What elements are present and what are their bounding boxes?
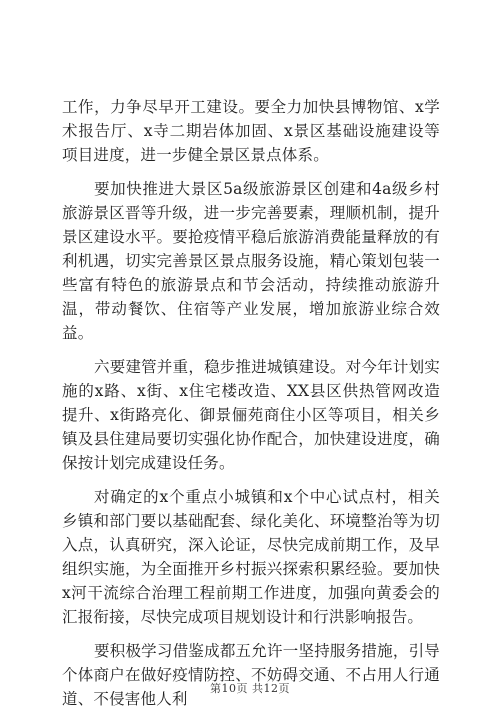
document-body xyxy=(62,95,440,721)
page-number-footer: 第10页 共12页 xyxy=(210,682,290,695)
paragraph-town-construction: 六要建管并重，稳步推进城镇建设。对今年计划实施的x路、x街、x住宅楼改造、XX县区供热管网改造提升、x街路亮化、御景俪苑商住小区等项目，相关乡镇及县住建局要切实强化协作配合，加快建设进度，确保按计划完成建设任务。 xyxy=(62,358,440,472)
paragraph-continuation: 工作，力争尽早开工建设。要全力加快县博物馆、x学术报告厅、x寺二期岩体加固、x景区基础设施建设等项目进度，进一步健全景区景点体系。 xyxy=(62,98,440,164)
paragraph-tourism-upgrade: 要加快推进大景区5a级旅游景区创建和4a级乡村旅游景区晋等升级，进一步完善要素，理顺机制，提升景区建设水平。要抢疫情平稳后旅游消费能量释放的有利机遇，切实完善景区景点服务设施，精心策划包装一些富有特色的旅游景点和节会活动，持续推动旅游升温，带动餐饮、住宿等产业发展，增加旅游业综合效益。 xyxy=(62,180,440,342)
paragraph-pilot-villages: 对确定的x个重点小城镇和x个中心试点村，相关乡镇和部门要以基础配套、绿化美化、环境整治等为切入点，认真研究，深入论证，尽快完成前期工作，及早组织实施，为全面推开乡村振兴探索积累经验。要加快x河干流综合治理工程前期工作进度，加强向黄委会的汇报衔接，尽快完成项目规划设计和行洪影响报告。 xyxy=(62,488,440,626)
paragraph-service-measures: 要积极学习借鉴成都五允许一坚持服务措施，引导个体商户在做好疫情防控、不妨碍交通、不占用人行通道、不侵害他人利 xyxy=(62,642,440,708)
